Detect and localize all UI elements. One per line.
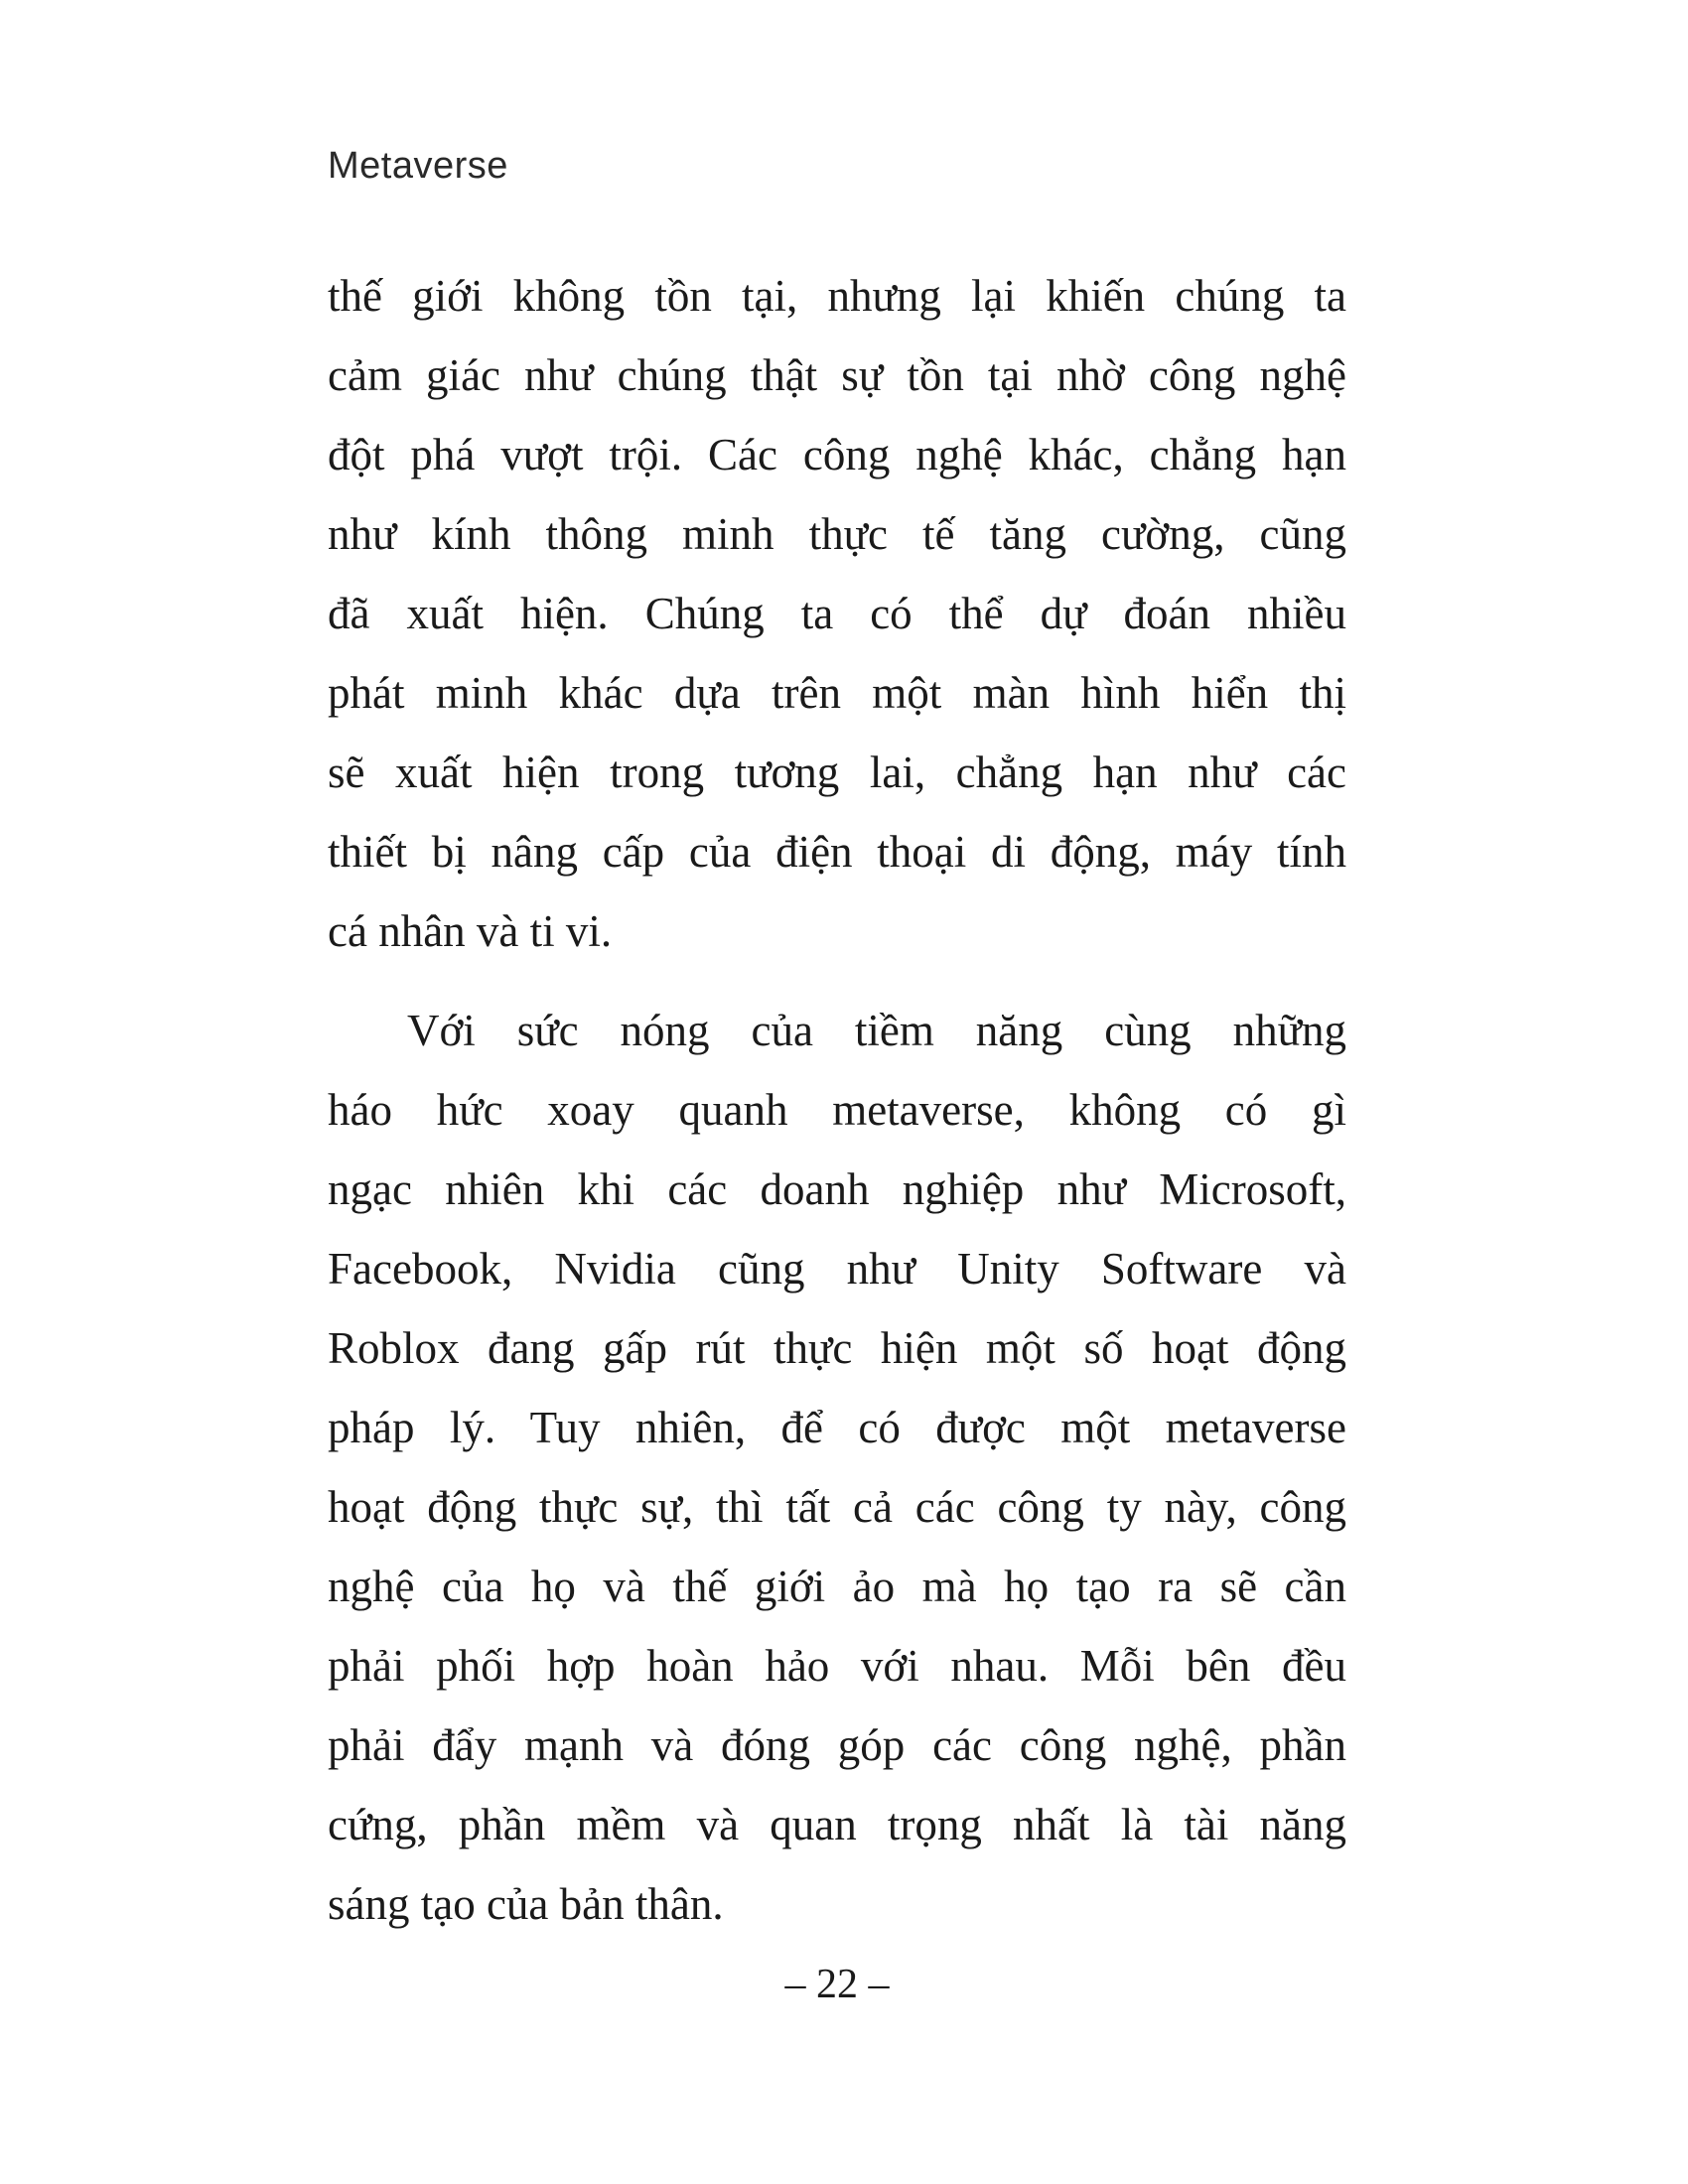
text-line: Roblox đang gấp rút thực hiện một số hoạt động — [328, 1323, 1346, 1373]
text-line: phải đẩy mạnh và đóng góp các công nghệ, phần — [328, 1720, 1346, 1770]
text-line: Với sức nóng của tiềm năng cùng những — [407, 1006, 1346, 1055]
page-number: – 22 – — [784, 1962, 890, 2007]
text-line: cảm giác như chúng thật sự tồn tại nhờ công nghệ — [328, 350, 1346, 400]
paragraph-2 — [328, 991, 1346, 1944]
text-line: háo hức xoay quanh metaverse, không có gì — [328, 1085, 1346, 1135]
text-line: pháp lý. Tuy nhiên, để có được một metaverse — [328, 1403, 1346, 1452]
text-line: hoạt động thực sự, thì tất cả các công ty này, công — [328, 1482, 1346, 1532]
text-line: ngạc nhiên khi các doanh nghiệp như Microsoft, — [328, 1164, 1346, 1214]
text-line: như kính thông minh thực tế tăng cường, cũng — [328, 509, 1346, 559]
text-line: Facebook, Nvidia cũng như Unity Software và — [328, 1244, 1346, 1294]
body-text — [328, 256, 1346, 1944]
text-line: đột phá vượt trội. Các công nghệ khác, chẳng hạn — [328, 430, 1346, 479]
running-header: Metaverse — [328, 145, 508, 187]
paragraph-1 — [328, 256, 1346, 971]
text-line: thế giới không tồn tại, nhưng lại khiến chúng ta — [328, 271, 1346, 321]
text-line: đã xuất hiện. Chúng ta có thể dự đoán nhiều — [328, 589, 1346, 638]
text-line: sáng tạo của bản thân. — [328, 1879, 724, 1929]
text-line: nghệ của họ và thế giới ảo mà họ tạo ra sẽ cần — [328, 1562, 1346, 1611]
text-line: cá nhân và ti vi. — [328, 906, 613, 956]
text-line: cứng, phần mềm và quan trọng nhất là tài năng — [328, 1800, 1346, 1849]
text-line: phải phối hợp hoàn hảo với nhau. Mỗi bên đều — [328, 1641, 1346, 1691]
text-line: thiết bị nâng cấp của điện thoại di động, máy tính — [328, 827, 1346, 877]
text-line: phát minh khác dựa trên một màn hình hiển thị — [328, 668, 1346, 718]
text-line: sẽ xuất hiện trong tương lai, chẳng hạn như các — [328, 748, 1346, 797]
